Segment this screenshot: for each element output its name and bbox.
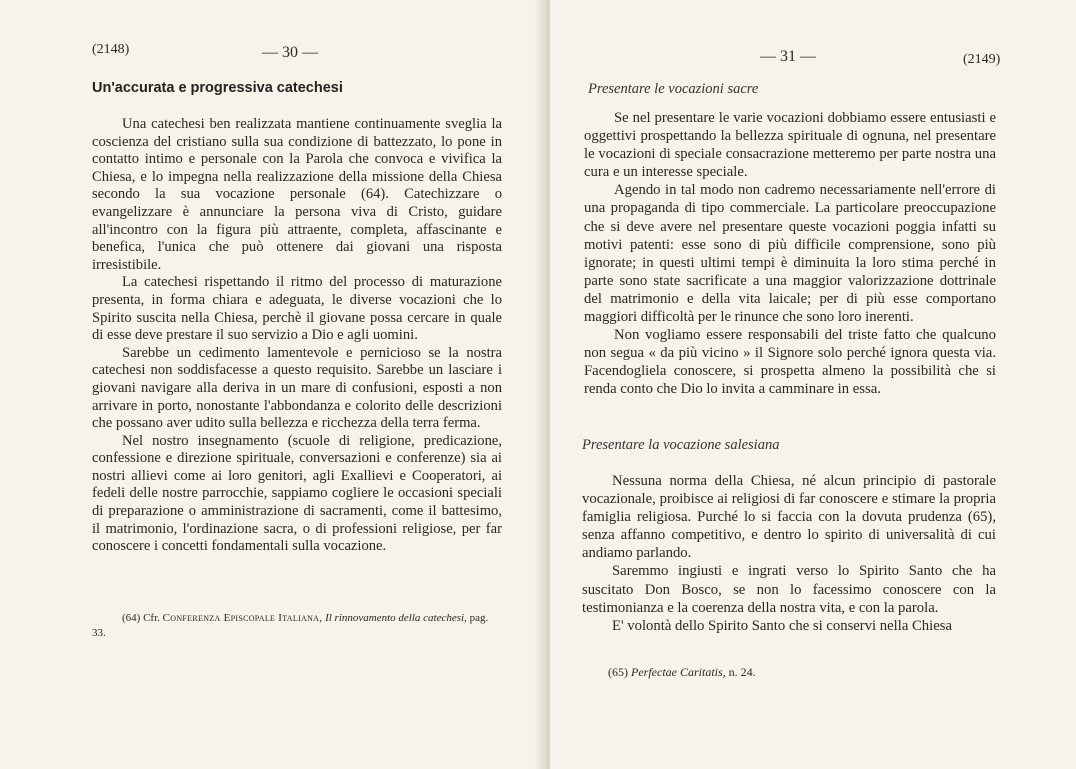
paragraph: Nessuna norma della Chiesa, né alcun principio di pastorale vocazionale, proibisce ai religiosi di far conoscere e stimare la propria famiglia religiosa. Purché lo si faccia con la dovuta prudenza (65), senza affanno competitivo, e dentro lo spirito di universalità di cui andiamo parlando. — [582, 473, 996, 562]
footnote-ref: n. 24. — [728, 665, 756, 679]
paragraph: Sarebbe un cedimento lamentevole e pernicioso se la nostra catechesi non soddisfacesse a questo requisito. Sarebbe un lasciare i giovani navigare alla deriva in un mare di confusioni, esposti a non arrivare in porto, nonostante l'abbondanza e colorito delle descrizioni che possano aver udito sulla bellezza e ricchezza della terra ferma. — [92, 344, 502, 432]
footnote-64 — [92, 611, 502, 641]
right-running-number: (2149) — [963, 52, 1001, 67]
footnote-page: pag. 33. — [92, 612, 489, 639]
paragraph: Una catechesi ben realizzata mantiene continuamente sveglia la coscienza del cristiano sulla sua condizione di battezzato, lo pone in contatto intimo e personale con la Parola che convoca e vivifica la Chiesa, e lo impegna nella realizzazione della missione della Chiesa secondo la sua vocazione personale (64). Catechizzare o evangelizzare è annunciare la persona viva di Cristo, guidare all'incontro con la figura più attraente, completa, affascinante e benefica, l'unica che può ottenere dai giovani una risposta irresistibile. — [92, 116, 502, 273]
right-body-section2 — [582, 472, 996, 635]
paragraph: Non vogliamo essere responsabili del triste fatto che qualcuno non segua « da più vicino » il Signore solo perché ignora questa via. Facendogliela conoscere, si prospetta almeno la possibilità che si renda conto che Dio lo invita a camminare in essa. — [584, 327, 996, 398]
footnote-65 — [608, 665, 988, 680]
footnote-cfr: Cfr. — [143, 612, 160, 624]
paragraph: Agendo in tal modo non cadremo necessariamente nell'errore di una propaganda di tipo commerciale. La particolare preoccupazione che si deve avere nel presentare queste vocazioni poggia infatti su motivi patenti: esse sono di più difficile comprensione, sono più ignorate; in questi ultimi tempi è diminuita la loro stima perché in parte sono state sacrificate a una maggior valorizzazione dottrinale del matrimonio e della vita laicale; per di più esse comportano maggiori difficoltà per le rinunce che sono loro inerenti. — [584, 182, 996, 326]
section-title-vocazione-salesiana: Presentare la vocazione salesiana — [582, 437, 780, 453]
paragraph: E' volontà dello Spirito Santo che si conservi nella Chiesa — [612, 617, 952, 634]
right-body-section1 — [584, 109, 996, 399]
paragraph: La catechesi rispettando il ritmo del processo di maturazione presenta, in forma chiara e adeguata, le diverse vocazioni che lo Spirito suscita nella Chiesa, perchè il giovane possa cercare in quale di esse deve prestare il suo servizio a Dio e agli uomini. — [92, 274, 502, 344]
footnote-title: Il rinnovamento della catechesi, — [325, 612, 467, 624]
section-title-vocazioni-sacre: Presentare le vocazioni sacre — [588, 81, 759, 97]
footnote-number: (64) — [122, 612, 141, 624]
paragraph: Se nel presentare le varie vocazioni dobbiamo essere entusiasti e oggettivi prospettando la bellezza spirituale di ognuna, nel presentare le vocazioni di speciale consacrazione metteremo per parte nostra una cura e un interesse speciale. — [584, 110, 996, 181]
right-page-number: — 31 — — [760, 48, 816, 65]
paragraph: Saremmo ingiusti e ingrati verso lo Spirito Santo che ha suscitato Don Bosco, se non lo facessimo conoscere con la testimonianza e la coerenza della nostra vita, e con la parola. — [582, 563, 996, 616]
footnote-title: Perfectae Caritatis, — [631, 665, 726, 679]
left-running-number: (2148) — [92, 42, 130, 57]
left-body-text — [92, 116, 502, 556]
footnote-number: (65) — [608, 665, 628, 679]
paragraph: Nel nostro insegnamento (scuole di religione, predicazione, confessione e direzione spirituale, conversazioni e conferenze) sia ai nostri allievi come ai loro genitori, agli Exallievi e Cooperatori, ai fedeli delle nostre parrocchie, sappiamo cogliere le occasioni speciali di preparazione o amministrazione di sacramenti, come il battesimo, il matrimonio, l'ordinazione sacra, o di professioni religiose, per far conoscere i concetti fondamentali sulla vocazione. — [92, 432, 502, 555]
footnote-author: Conferenza Episcopale Italiana, — [162, 612, 323, 624]
right-page — [550, 0, 1076, 769]
section-heading: Un'accurata e progressiva catechesi — [92, 80, 343, 96]
left-page-number: — 30 — — [262, 44, 318, 61]
